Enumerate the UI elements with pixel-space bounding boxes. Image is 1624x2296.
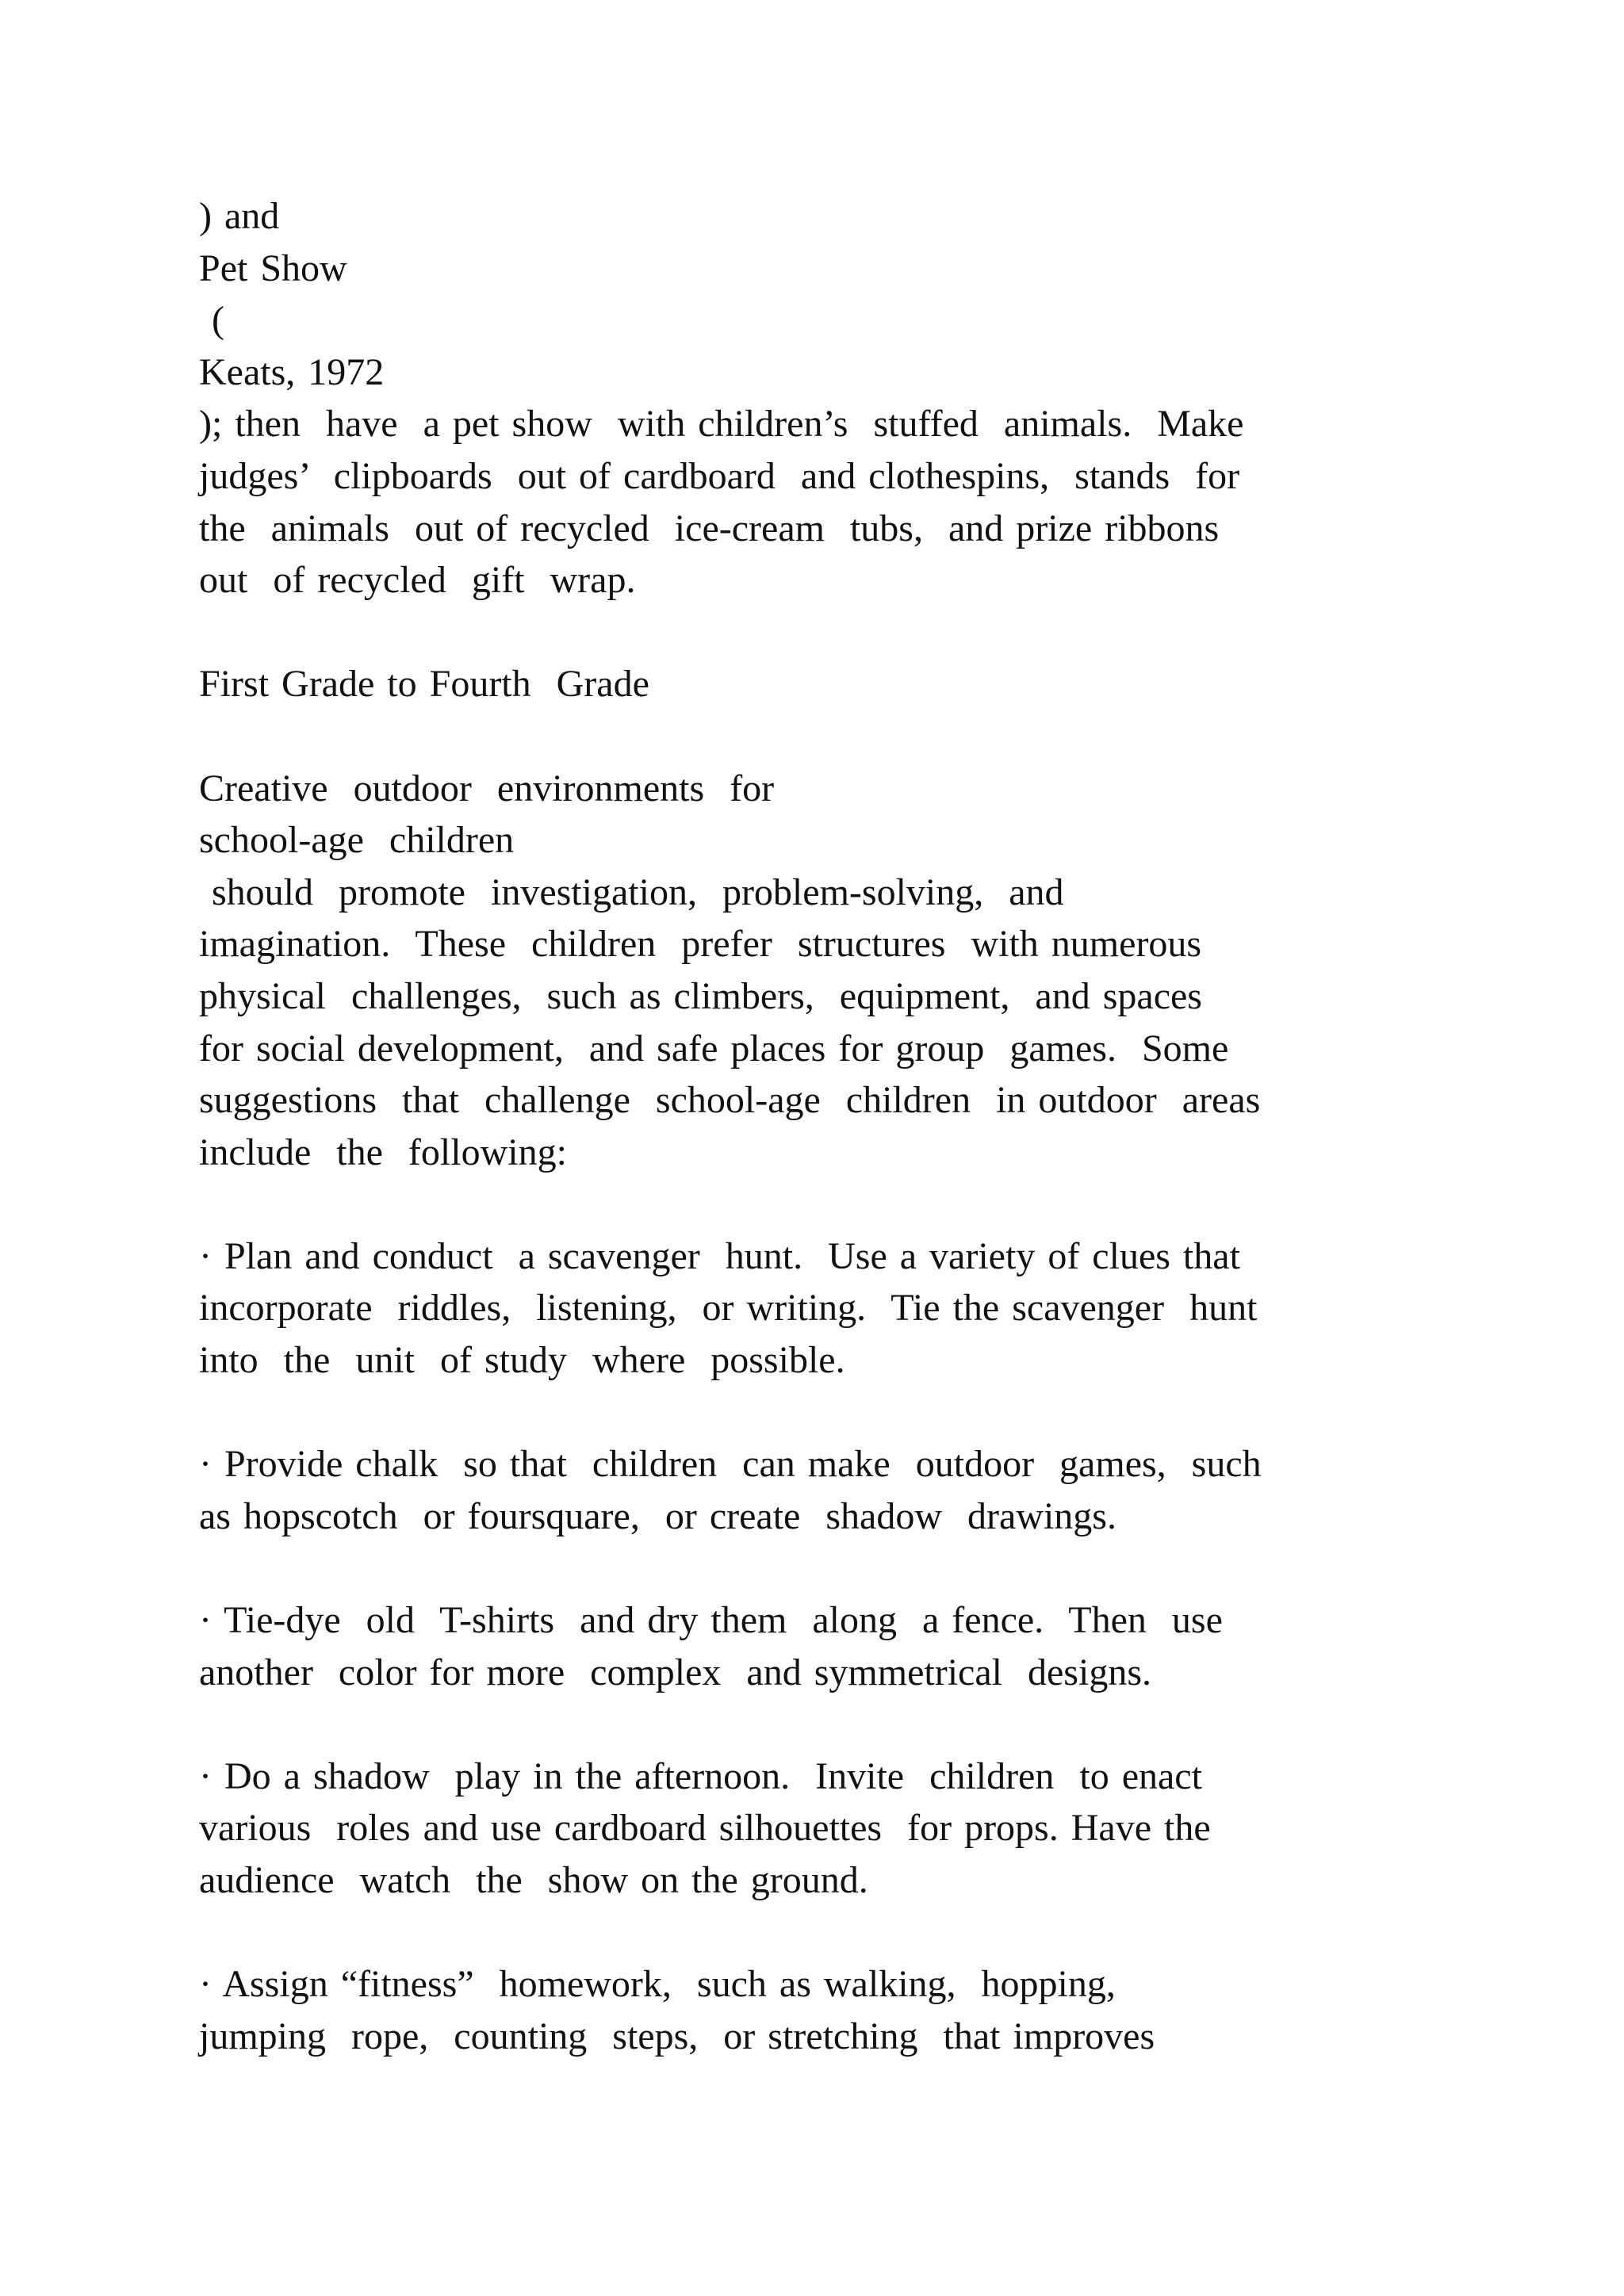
- text-line: judges’ clipboards out of cardboard and clothespins, stands for: [199, 454, 1240, 497]
- blank-line: [199, 607, 1547, 659]
- document-page: [199, 190, 1547, 2062]
- text-line: imagination. These children prefer structures with numerous: [199, 923, 1202, 966]
- blank-line: [199, 1907, 1547, 1959]
- text-line: ) and: [199, 195, 280, 237]
- bullet-item-shadow-play: [199, 1751, 1547, 1907]
- text-line: audience watch the show on the ground.: [199, 1859, 868, 1901]
- bullet-item-fitness-homework: [199, 1958, 1547, 2062]
- text-line: for social development, and safe places for group games. Some: [199, 1027, 1229, 1070]
- text-line: physical challenges, such as climbers, equipment, and spaces: [199, 974, 1202, 1017]
- text-line: various roles and use cardboard silhouettes for props. Have the: [199, 1807, 1211, 1850]
- text-line: as hopscotch or foursquare, or create shadow drawings.: [199, 1494, 1116, 1537]
- blank-line: [199, 1542, 1547, 1594]
- text-line: Keats, 1972: [199, 350, 385, 393]
- text-line: · Assign “fitness” homework, such as walking, hopping,: [199, 1963, 1116, 2006]
- intro-paragraph: [199, 763, 1547, 1179]
- text-line: another color for more complex and symmetrical designs.: [199, 1651, 1151, 1693]
- text-line: · Tie-dye old T-shirts and dry them along a fence. Then use: [199, 1599, 1223, 1642]
- text-line: include the following:: [199, 1131, 567, 1173]
- blank-line: [199, 1387, 1547, 1439]
- intro-block: [199, 190, 1547, 607]
- text-line: (: [199, 299, 224, 342]
- text-line: out of recycled gift wrap.: [199, 559, 636, 602]
- text-line: should promote investigation, problem-solving, and: [199, 871, 1064, 913]
- blank-line: [199, 1178, 1547, 1230]
- text-line: incorporate riddles, listening, or writing. Tie the scavenger hunt: [199, 1287, 1258, 1330]
- text-line: into the unit of study where possible.: [199, 1339, 845, 1382]
- text-line: Pet Show: [199, 247, 347, 289]
- text-line: Creative outdoor environments for: [199, 767, 775, 809]
- text-line: school-age children: [199, 819, 515, 862]
- text-line: · Provide chalk so that children can make outdoor games, such: [199, 1443, 1262, 1486]
- bullet-item-chalk: [199, 1438, 1547, 1542]
- section-heading: First Grade to Fourth Grade: [199, 663, 649, 706]
- bullet-item-scavenger-hunt: [199, 1230, 1547, 1387]
- bullet-item-tie-dye: [199, 1594, 1547, 1698]
- text-line: · Do a shadow play in the afternoon. Invite children to enact: [199, 1755, 1202, 1797]
- text-line: · Plan and conduct a scavenger hunt. Use a variety of clues that: [199, 1234, 1240, 1277]
- blank-line: [199, 1698, 1547, 1751]
- text-line: jumping rope, counting steps, or stretching that improves: [199, 2015, 1155, 2057]
- text-line: the animals out of recycled ice-cream tubs, and prize ribbons: [199, 507, 1220, 549]
- text-line: ); then have a pet show with children’s stuffed animals. Make: [199, 403, 1244, 446]
- text-line: suggestions that challenge school-age children in outdoor areas: [199, 1079, 1261, 1122]
- blank-line: [199, 710, 1547, 763]
